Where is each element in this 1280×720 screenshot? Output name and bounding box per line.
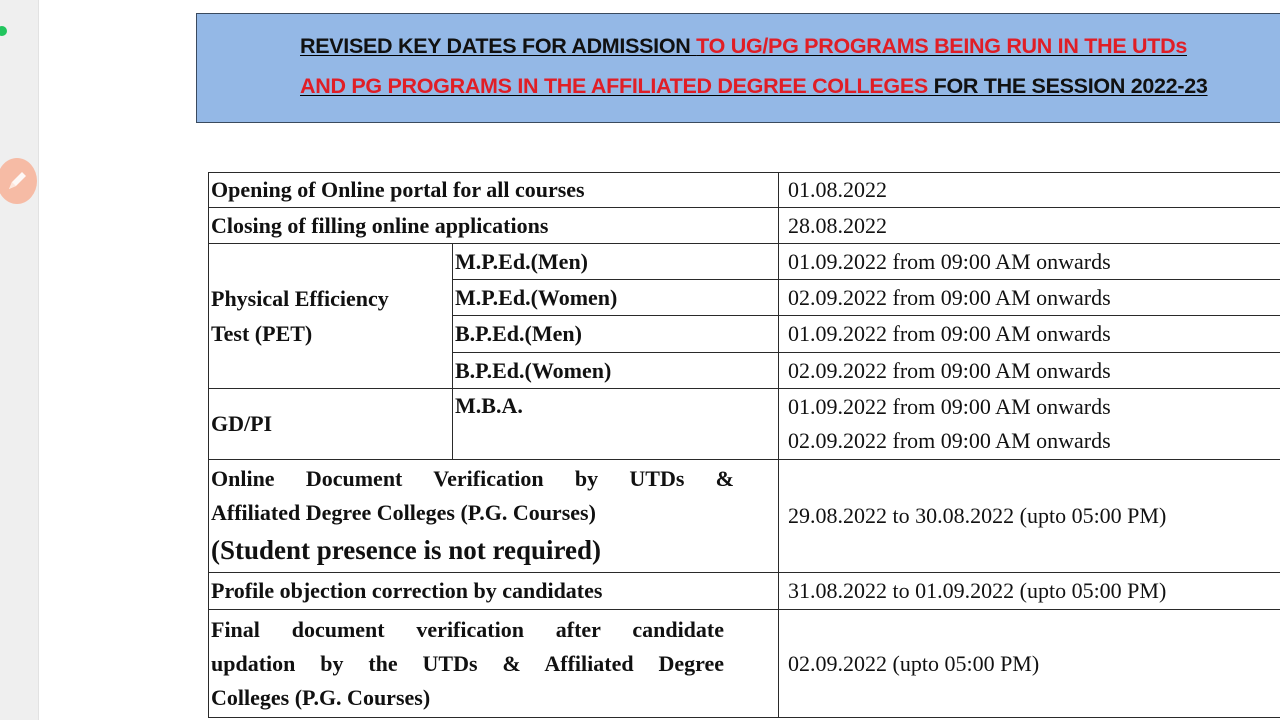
table-row-closing	[209, 208, 1280, 244]
table-row-opening	[209, 173, 1280, 208]
left-gutter	[0, 0, 39, 720]
verification-label	[209, 460, 779, 573]
gdpi-date-1: 01.09.2022 from 09:00 AM onwards	[788, 394, 1111, 419]
pet-course: M.P.Ed.(Men)	[453, 244, 779, 280]
verification-label-line-1: Online Document Verification by UTDs &	[211, 466, 735, 491]
opening-date: 01.08.2022	[779, 173, 1280, 208]
header-line-2-red: AND PG PROGRAMS IN THE AFFILIATED DEGREE COLLEGES	[300, 74, 928, 98]
table-row-pet	[209, 244, 1280, 280]
objection-date: 31.08.2022 to 01.09.2022 (upto 05:00 PM)	[779, 573, 1280, 610]
table-row-gdpi	[209, 389, 1280, 460]
pet-course: B.P.Ed.(Women)	[453, 353, 779, 389]
verification-label-line-2: Affiliated Degree Colleges (P.G. Courses)	[211, 500, 596, 525]
final-date: 02.09.2022 (upto 05:00 PM)	[779, 610, 1280, 718]
final-label-line-2: updation by the UTDs & Affiliated Degree	[211, 650, 725, 676]
pet-date: 02.09.2022 from 09:00 AM onwards	[779, 280, 1280, 316]
table-row-objection	[209, 573, 1280, 610]
pet-date: 02.09.2022 from 09:00 AM onwards	[779, 353, 1280, 389]
closing-label: Closing of filling online applications	[209, 208, 779, 244]
objection-label: Profile objection correction by candidates	[209, 573, 779, 610]
verification-date: 29.08.2022 to 30.08.2022 (upto 05:00 PM)	[779, 460, 1280, 573]
pet-date: 01.09.2022 from 09:00 AM onwards	[779, 316, 1280, 353]
final-label-line-3: Colleges (P.G. Courses)	[211, 684, 431, 710]
table-row-final	[209, 610, 1280, 718]
header-line-1-red: TO UG/PG PROGRAMS BEING RUN IN THE UTDs	[696, 34, 1187, 58]
header-line-2-black: FOR THE SESSION 2022-23	[927, 74, 1208, 98]
pet-date: 01.09.2022 from 09:00 AM onwards	[779, 244, 1280, 280]
final-label-line-1: Final document verification after candidate	[211, 616, 725, 642]
pet-label: Physical Efficiency Test (PET)	[209, 244, 453, 389]
gdpi-date-2: 02.09.2022 from 09:00 AM onwards	[788, 428, 1111, 453]
header-banner	[196, 13, 1280, 123]
verification-note: (Student presence is not required)	[211, 535, 602, 565]
header-line-1-black: REVISED KEY DATES FOR ADMISSION	[300, 34, 697, 58]
header-line-1	[300, 34, 1187, 59]
closing-date: 28.08.2022	[779, 208, 1280, 244]
pet-course: M.P.Ed.(Women)	[453, 280, 779, 316]
pet-course: B.P.Ed.(Men)	[453, 316, 779, 353]
header-line-2	[300, 74, 1208, 99]
final-label	[209, 610, 779, 718]
pencil-icon	[4, 168, 30, 194]
table-row-verification	[209, 460, 1280, 573]
gdpi-dates	[779, 389, 1280, 460]
opening-label: Opening of Online portal for all courses	[209, 173, 779, 208]
gdpi-course: M.B.A.	[453, 389, 779, 460]
gdpi-label: GD/PI	[209, 389, 453, 460]
key-dates-table	[208, 172, 1280, 718]
